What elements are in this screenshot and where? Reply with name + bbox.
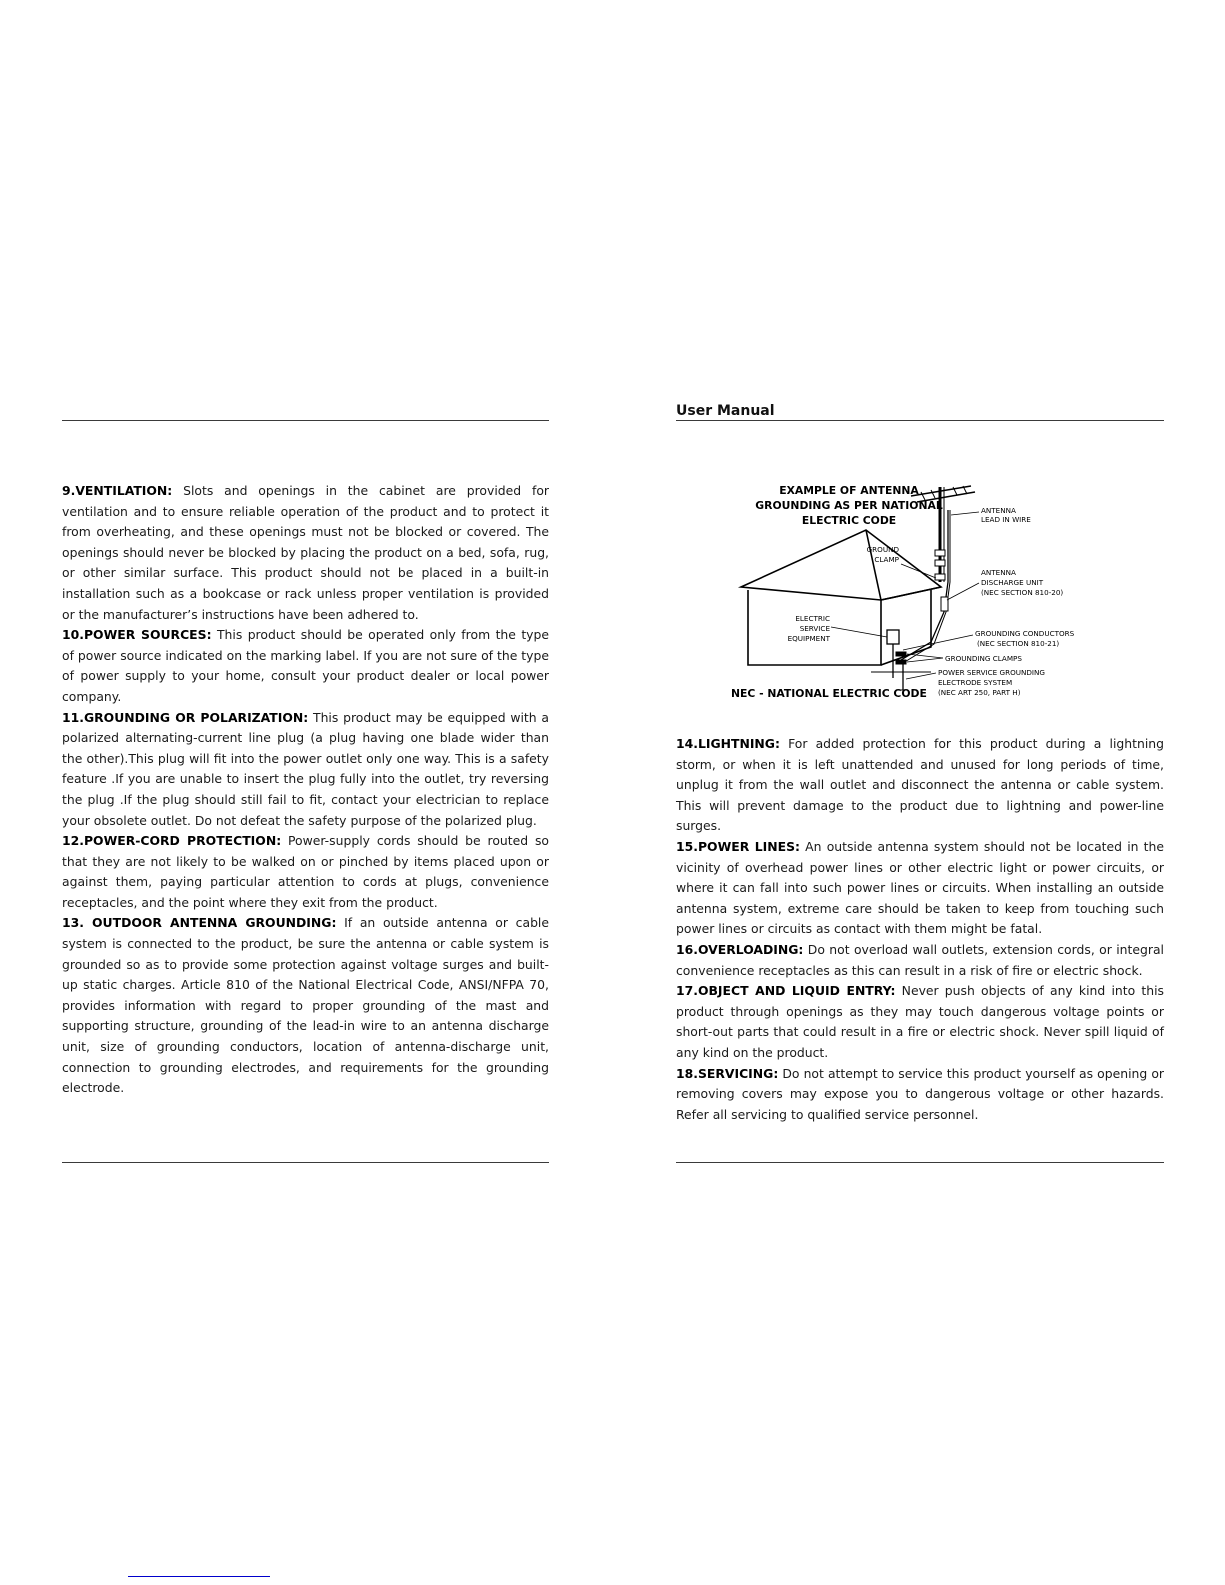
section-heading: 13. OUTDOOR ANTENNA GROUNDING: <box>62 915 337 931</box>
section-power-cord-protection <box>62 831 549 913</box>
section-heading: 12.POWER-CORD PROTECTION: <box>62 833 282 849</box>
left-page-body <box>62 481 549 1099</box>
right-page-body <box>676 734 1164 1125</box>
section-heading: 15.POWER LINES: <box>676 838 801 854</box>
label-grounding-clamps: GROUNDING CLAMPS <box>945 654 1022 663</box>
label-discharge-2: DISCHARGE UNIT <box>981 578 1044 587</box>
section-ventilation <box>62 481 549 625</box>
section-overloading <box>676 940 1164 981</box>
right-page <box>676 0 1164 1585</box>
label-electrode-3: (NEC ART 250, PART H) <box>938 688 1021 697</box>
section-lightning <box>676 734 1164 837</box>
antenna-grounding-svg <box>731 482 1111 712</box>
label-ground-clamp-1: GROUND <box>866 545 899 554</box>
section-text: This product should be operated only from the type of power source indicated on the marking label. If you are not sure of the type of power supply to your home, consult your product dealer or local power company. <box>62 627 549 704</box>
label-discharge-3: (NEC SECTION 810-20) <box>981 588 1064 597</box>
left-page <box>62 0 549 1585</box>
diagram-title-line-1: EXAMPLE OF ANTENNA <box>779 484 919 497</box>
section-text: Never push objects of any kind into this product through openings as they may touch dangerous voltage points or short-out parts that could result in a fire or electric shock. Never spill liquid of any kind on the product. <box>676 983 1164 1060</box>
page-title: User Manual <box>676 403 775 419</box>
label-conductors-1: GROUNDING CONDUCTORS <box>975 629 1075 638</box>
label-service-2: SERVICE <box>799 624 830 633</box>
label-service-3: EQUIPMENT <box>787 634 830 643</box>
section-text: An outside antenna system should not be located in the vicinity of overhead power lines or other electric light or power circuits, or where it can fall into such power lines or circuits. When installing an outside antenna system, extreme care should be taken to keep from touching such power lines or circuits as contact with them might be fatal. <box>676 838 1164 937</box>
section-heading: 16.OVERLOADING: <box>676 941 804 957</box>
label-service-1: ELECTRIC <box>795 614 830 623</box>
section-text: Power-supply cords should be routed so that they are not likely to be walked on or pinched by items placed upon or against them, paying particular attention to cords at plugs, convenience receptacles, and the point where they exit from the product. <box>62 833 549 910</box>
bottom-rule <box>676 1162 1164 1163</box>
diagram-title-line-2: GROUNDING AS PER NATIONAL <box>755 499 943 512</box>
diagram-title-line-3: ELECTRIC CODE <box>801 514 897 527</box>
section-heading: 18.SERVICING: <box>676 1065 779 1081</box>
section-servicing <box>676 1064 1164 1126</box>
label-electrode-2: ELECTRODE SYSTEM <box>938 678 1013 687</box>
diagram-footer: NEC - NATIONAL ELECTRIC CODE <box>731 687 927 700</box>
section-heading: 11.GROUNDING OR POLARIZATION: <box>62 709 309 725</box>
section-text: Do not attempt to service this product yourself as opening or removing covers may expose you to dangerous voltage or other hazards. Refer all servicing to qualified service personnel. <box>676 1065 1164 1122</box>
section-heading: 9.VENTILATION: <box>62 483 173 498</box>
label-antenna-lead-1: ANTENNA <box>981 506 1016 515</box>
label-conductors-2: (NEC SECTION 810-21) <box>977 639 1060 648</box>
section-grounding-polarization <box>62 708 549 832</box>
section-text: This product may be equipped with a polarized alternating-current line plug (a plug having one blade wider than the other).This plug will fit into the power outlet only one way. This is a safety feature .If you are unable to insert the plug fully into the outlet, try reversing the plug .If the plug should still fail to fit, contact your electrician to replace your obsolete outlet. Do not defeat the safety purpose of the polarized plug. <box>62 709 549 828</box>
section-text: Do not overload wall outlets, extension cords, or integral convenience receptacles as this can result in a risk of fire or electric shock. <box>676 941 1164 978</box>
section-text: If an outside antenna or cable system is connected to the product, be sure the antenna or cable system is grounded so as to provide some protection against voltage surges and built-up static charges. Article 810 of the National Electrical Code, ANSI/NFPA 70, provides information with regard to proper grounding of the mast and supporting structure, grounding of the lead-in wire to an antenna discharge unit, size of grounding conductors, location of antenna-discharge unit, connection to grounding electrodes, and requirements for the grounding electrode. <box>62 915 549 1096</box>
section-power-lines <box>676 837 1164 940</box>
section-heading: 14.LIGHTNING: <box>676 736 780 751</box>
section-outdoor-antenna-grounding <box>62 913 549 1098</box>
section-text: For added protection for this product during a lightning storm, or when it is left unattended and unused for long periods of time, unplug it from the wall outlet and disconnect the antenna or cable system. This will prevent damage to the product due to lightning and power-line surges. <box>676 736 1164 834</box>
top-rule <box>62 420 549 421</box>
antenna-grounding-diagram <box>731 482 1111 712</box>
house-drawing <box>741 530 941 672</box>
label-antenna-lead-2: LEAD IN WIRE <box>981 515 1031 524</box>
link-underline-fragment <box>128 1576 270 1577</box>
section-heading: 17.OBJECT AND LIQUID ENTRY: <box>676 983 896 999</box>
top-rule <box>676 420 1164 421</box>
label-discharge-1: ANTENNA <box>981 568 1016 577</box>
label-ground-clamp-2: CLAMP <box>874 555 899 564</box>
section-heading: 10.POWER SOURCES: <box>62 627 212 643</box>
section-text: Slots and openings in the cabinet are provided for ventilation and to ensure reliable operation of the product and to protect it from overheating, and these openings must not be blocked or covered. The openings should never be blocked by placing the product on a bed, sofa, rug, or other similar surface. This product should not be placed in a built-in installation such as a bookcase or rack unless proper ventilation is provided or the manufacturer’s instructions have been adhered to. <box>62 483 549 622</box>
bottom-rule <box>62 1162 549 1163</box>
label-electrode-1: POWER SERVICE GROUNDING <box>938 668 1045 677</box>
section-power-sources <box>62 625 549 707</box>
section-object-liquid-entry <box>676 981 1164 1063</box>
